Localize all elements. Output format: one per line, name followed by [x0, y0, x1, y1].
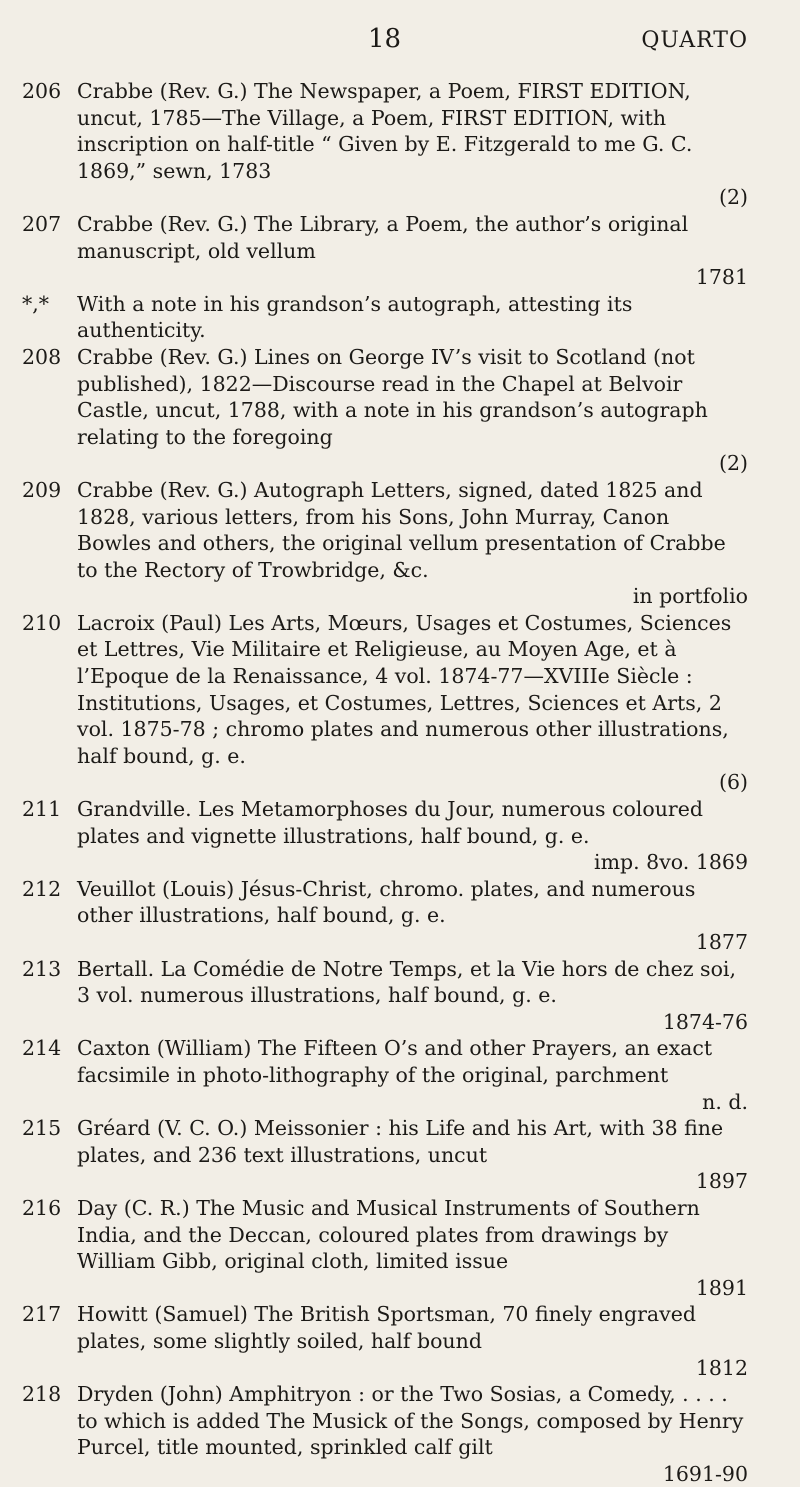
lot-number: 211: [22, 797, 62, 822]
entry-date-or-count: 1691-90: [662, 1461, 748, 1486]
lot-number: 217: [22, 1302, 62, 1327]
entry-date-or-count: 1897: [695, 1169, 748, 1194]
catalogue-entry: [0, 876, 800, 956]
page-header: [0, 24, 800, 64]
catalogue-note: [0, 291, 800, 344]
catalogue-entry: [0, 344, 800, 477]
catalogue-entry: [0, 1381, 800, 1487]
catalogue-entry: [0, 796, 800, 876]
entry-date-or-count: 1874-76: [662, 1009, 748, 1034]
entry-description: Crabbe (Rev. G.) Lines on George IV’s visit to Scotland (not published), 1822—Discourse read in the Chapel at Belvoir Castle, uncut, 1788, with a note in his grandson’s autograph relating to the foregoing: [77, 344, 708, 449]
catalogue-entry: [0, 1301, 800, 1381]
lot-number: 212: [22, 876, 62, 901]
lot-number: 215: [22, 1116, 62, 1141]
catalogue-entry: [0, 477, 800, 610]
entry-description: Lacroix (Paul) Les Arts, Mœurs, Usages et Costumes, Sciences et Lettres, Vie Militaire et Religieuse, au Moyen Age, et à l’Epoque de la Renaissance, 4 vol. 1874-77—XVIIIe Siècle : Institutions, Usages, et Costumes, Lettres, Sciences et Arts, 2 vol. 1875-78 ; chromo plates and numerous other illustrations, half bound, g. e.: [77, 610, 732, 768]
entry-date-or-count: (2): [718, 185, 748, 210]
lot-number: 206: [22, 79, 62, 103]
entry-date-or-count: 1891: [695, 1275, 748, 1300]
entry-description: Howitt (Samuel) The British Sportsman, 70 finely engraved plates, some slightly soiled, half bound: [77, 1302, 696, 1353]
catalogue-entry: [0, 956, 800, 1036]
catalogue-entry: [0, 1115, 800, 1195]
entry-description: Bertall. La Comédie de Notre Temps, et la Vie hors de chez soi, 3 vol. numerous illustrations, half bound, g. e.: [77, 956, 736, 1008]
entry-description: Dryden (John) Amphitryon : or the Two Sosias, a Comedy, . . . . to which is added The Musick of the Songs, composed by Henry Purcel, title mounted, sprinkled calf gilt: [77, 1382, 744, 1460]
catalogue-entry: [0, 1195, 800, 1301]
lot-number: 210: [22, 610, 62, 635]
entry-date-or-count: (6): [718, 770, 748, 795]
entry-description: Crabbe (Rev. G.) The Library, a Poem, the author’s original manuscript, old vellum: [77, 211, 689, 263]
lot-number: 218: [22, 1382, 62, 1407]
entry-date-or-count: n. d.: [702, 1089, 748, 1114]
catalogue-entry: [0, 610, 800, 796]
entry-description: Caxton (William) The Fifteen O’s and other Prayers, an exact facsimile in photo-lithography of the original, parchment: [77, 1036, 713, 1087]
lot-number: 209: [22, 477, 62, 502]
entry-description: Veuillot (Louis) Jésus-Christ, chromo. plates, and numerous other illustrations, half bound, g. e.: [77, 876, 696, 928]
lot-number: 213: [22, 956, 62, 981]
entry-description: Day (C. R.) The Music and Musical Instruments of Southern India, and the Deccan, coloured plates from drawings by William Gibb, original cloth, limited issue: [77, 1195, 700, 1274]
entry-description: With a note in his grandson’s autograph, attesting its authenticity.: [77, 291, 633, 343]
entry-description: Crabbe (Rev. G.) Autograph Letters, signed, dated 1825 and 1828, various letters, from his Sons, John Murray, Canon Bowles and others, the original vellum presentation of Crabbe to the Rectory of Trowbridge, &c.: [77, 477, 726, 582]
catalogue-entry: [0, 78, 800, 211]
section-title: QUARTO: [641, 28, 748, 53]
catalogue-entries: [0, 78, 800, 1487]
lot-number: 207: [22, 211, 62, 236]
catalogue-entry: [0, 211, 800, 291]
entry-date-or-count: in portfolio: [632, 584, 748, 609]
page-number: 18: [368, 24, 402, 54]
entry-description: Crabbe (Rev. G.) The Newspaper, a Poem, FIRST EDITION, uncut, 1785—The Village, a Poem, FIRST EDITION, with inscription on half-title “ Given by E. Fitzgerald to me G. C. 1869,” sewn, 1783: [77, 79, 693, 183]
entry-description: Gréard (V. C. O.) Meissonier : his Life and his Art, with 38 fine plates, and 236 text illustrations, uncut: [77, 1116, 724, 1167]
entry-date-or-count: 1812: [695, 1355, 748, 1380]
catalogue-entry: [0, 1035, 800, 1115]
lot-number: 214: [22, 1036, 62, 1061]
entry-date-or-count: (2): [718, 451, 748, 476]
note-mark: *,*: [22, 291, 50, 316]
lot-number: 208: [22, 344, 62, 369]
entry-description: Grandville. Les Metamorphoses du Jour, numerous coloured plates and vignette illustrations, half bound, g. e.: [77, 797, 703, 848]
entry-date-or-count: 1781: [695, 265, 748, 290]
lot-number: 216: [22, 1195, 62, 1220]
entry-date-or-count: imp. 8vo. 1869: [594, 850, 748, 875]
entry-date-or-count: 1877: [695, 930, 748, 954]
